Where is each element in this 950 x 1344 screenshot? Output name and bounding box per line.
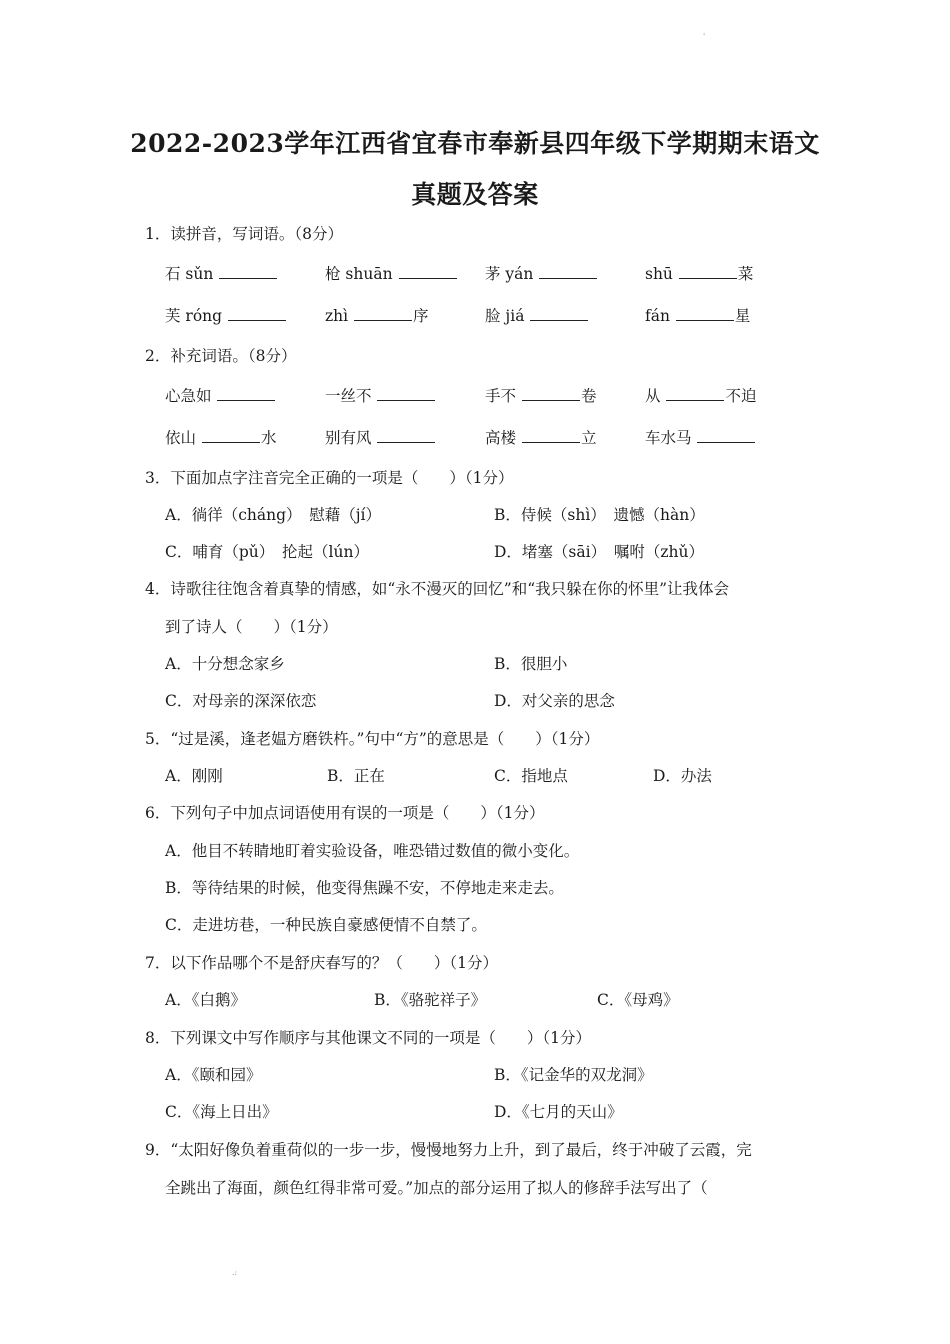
item-suffix: 卷: [580, 387, 597, 405]
question-4-stem-line-2: 到了诗人（ ）（1分）: [165, 618, 338, 636]
question-8-option-b: B．《记金华的双龙洞》: [494, 1066, 653, 1084]
question-1-stem: 1．读拼音，写词语。（8分）: [145, 225, 343, 243]
item-prompt: zhì: [325, 307, 354, 325]
question-4-option-d: D．对父亲的思念: [494, 692, 615, 710]
answer-blank: [217, 386, 275, 401]
question-4-option-b: B．很胆小: [494, 655, 568, 673]
question-9-stem-line-2: 全跳出了海面，颜色红得非常可爱。”加点的部分运用了拟人的修辞手法写出了（: [165, 1179, 708, 1197]
answer-blank: [679, 264, 737, 279]
answer-blank: [228, 306, 286, 321]
answer-blank: [522, 428, 580, 443]
answer-blank: [666, 386, 724, 401]
question-9-stem-line-1: 9．“太阳好像负着重荷似的一步一步，慢慢地努力上升，到了最后，终于冲破了云霞，完: [145, 1141, 752, 1159]
question-8-option-d: D．《七月的天山》: [494, 1103, 623, 1121]
item-prompt: 车水马: [645, 429, 697, 447]
q1-row2-item-2: [325, 306, 429, 326]
answer-blank: [530, 306, 588, 321]
item-prompt: 一丝不: [325, 387, 377, 405]
item-prompt: 石 sǔn: [165, 265, 219, 283]
q1-row2-item-4: [645, 306, 750, 326]
question-7-option-a: A．《白鹅》: [165, 991, 246, 1009]
q1-row2-item-1: [165, 306, 287, 326]
question-6-option-a: A．他目不转睛地盯着实验设备，唯恐错过数值的微小变化。: [165, 842, 580, 860]
item-prompt: 茅 yán: [485, 265, 539, 283]
question-5-option-a: A．刚刚: [165, 767, 223, 785]
question-8-option-c: C．《海上日出》: [165, 1103, 278, 1121]
answer-blank: [399, 264, 457, 279]
answer-blank: [676, 306, 734, 321]
question-7-option-b: B．《骆驼祥子》: [374, 991, 487, 1009]
answer-blank: [377, 428, 435, 443]
q2-row1-item-3: [485, 386, 596, 406]
question-7-stem: 7．以下作品哪个不是舒庆春写的？（ ）（1分）: [145, 954, 498, 972]
item-prompt: 枪 shuān: [325, 265, 398, 283]
item-prompt: fán: [645, 307, 675, 325]
item-prompt: shū: [645, 265, 678, 283]
question-2-stem: 2．补充词语。（8分）: [145, 347, 297, 365]
answer-blank: [219, 264, 277, 279]
q2-row2-item-4: [645, 428, 756, 448]
question-8-stem: 8．下列课文中写作顺序与其他课文不同的一项是（ ）（1分）: [145, 1029, 591, 1047]
question-6-option-b: B．等待结果的时候，他变得焦躁不安，不停地走来走去。: [165, 879, 564, 897]
item-suffix: 星: [734, 307, 751, 325]
question-5-option-b: B．正在: [327, 767, 385, 785]
q1-row1-item-4: [645, 264, 753, 284]
item-prompt: 芙 róng: [165, 307, 228, 325]
question-3-option-a: A．徜徉（cháng） 慰藉（jí）: [165, 506, 382, 524]
question-5-option-d: D．办法: [653, 767, 712, 785]
item-prompt: 依山: [165, 429, 201, 447]
item-suffix: 水: [260, 429, 277, 447]
item-prompt: 从: [645, 387, 666, 405]
item-prompt: 脸 jiá: [485, 307, 530, 325]
q2-row2-item-3: [485, 428, 596, 448]
q1-row1-item-2: [325, 264, 458, 284]
question-3-option-c: C．哺育（pǔ） 抡起（lún）: [165, 543, 369, 561]
q2-row1-item-1: [165, 386, 276, 406]
question-6-option-c: C．走进坊巷，一种民族自豪感便情不自禁了。: [165, 916, 487, 934]
question-3-stem: 3．下面加点字注音完全正确的一项是（ ）（1分）: [145, 469, 514, 487]
item-suffix: 立: [580, 429, 597, 447]
answer-blank: [539, 264, 597, 279]
question-4-option-a: A．十分想念家乡: [165, 655, 285, 673]
answer-blank: [354, 306, 412, 321]
item-suffix: 序: [413, 307, 429, 325]
question-5-stem: 5．“过是溪，逢老媪方磨铁杵。”句中“方”的意思是（ ）（1分）: [145, 730, 600, 748]
question-8-option-a: A．《颐和园》: [165, 1066, 262, 1084]
item-prompt: 心急如: [165, 387, 217, 405]
answer-blank: [522, 386, 580, 401]
q2-row1-item-2: [325, 386, 436, 406]
answer-blank: [202, 428, 260, 443]
item-prompt: 高楼: [485, 429, 521, 447]
answer-blank: [697, 428, 755, 443]
page-mark-top: ': [703, 32, 706, 41]
question-7-option-c: C．《母鸡》: [597, 991, 679, 1009]
item-prompt: 手不: [485, 387, 521, 405]
q1-row2-item-3: [485, 306, 589, 326]
question-6-stem: 6．下列句子中加点词语使用有误的一项是（ ）（1分）: [145, 804, 545, 822]
page-mark-bottom: .:: [232, 1268, 238, 1277]
question-3-option-b: B．侍候（shì） 遗憾（hàn）: [494, 506, 705, 524]
question-4-stem-line-1: 4．诗歌往往饱含着真挚的情感，如“永不漫灭的回忆”和“我只躲在你的怀里”让我体会: [145, 580, 730, 598]
question-5-option-c: C．指地点: [494, 767, 568, 785]
item-prompt: 别有风: [325, 429, 377, 447]
question-4-option-c: C．对母亲的深深依恋: [165, 692, 317, 710]
question-3-option-d: D．堵塞（sāi） 嘱咐（zhǔ）: [494, 543, 704, 561]
document-title-line-2: 真题及答案: [411, 180, 539, 209]
document-title-line-1: 2022-2023学年江西省宜春市奉新县四年级下学期期末语文: [130, 129, 820, 158]
answer-blank: [377, 386, 435, 401]
q2-row2-item-1: [165, 428, 276, 448]
q2-row1-item-4: [645, 386, 756, 406]
item-suffix: 不迫: [725, 387, 757, 405]
q1-row1-item-1: [165, 264, 278, 284]
item-suffix: 菜: [737, 265, 754, 283]
q1-row1-item-3: [485, 264, 598, 284]
q2-row2-item-2: [325, 428, 436, 448]
